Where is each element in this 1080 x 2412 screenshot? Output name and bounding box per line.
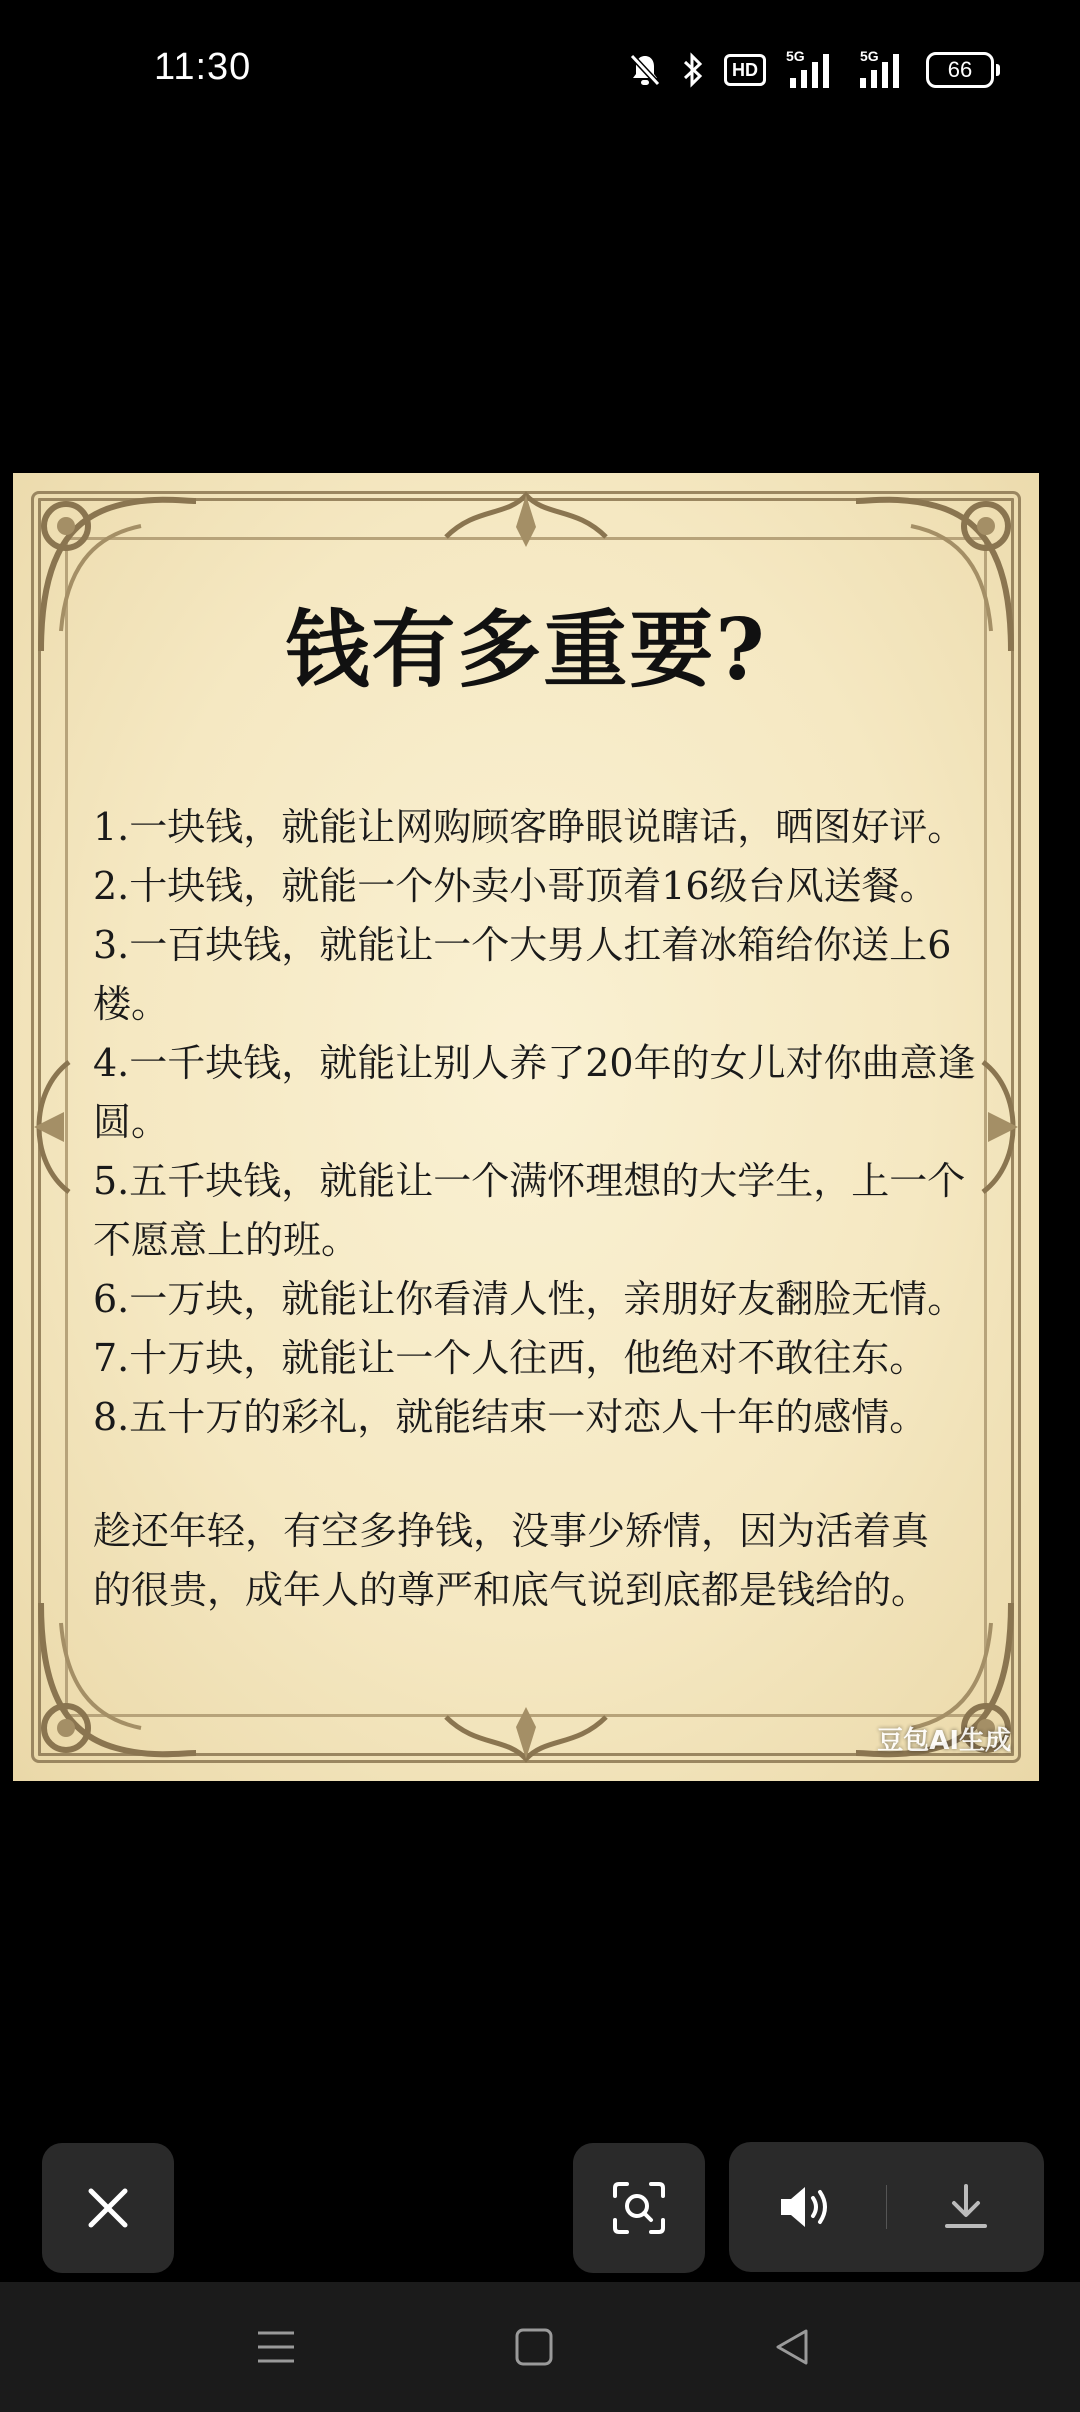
viewed-image[interactable]: [13, 473, 1039, 1781]
image-search-button[interactable]: [573, 2143, 705, 2273]
download-icon: [941, 2182, 991, 2232]
poster-title: 钱有多重要?: [285, 600, 767, 699]
status-time: 11:30: [154, 46, 252, 88]
poster-body: [93, 798, 1008, 1620]
navigation-bar: [0, 2282, 1080, 2412]
mute-bell-icon: [628, 52, 662, 88]
home-icon: [514, 2327, 554, 2367]
poster-line: 4.一千块钱，就能让别人养了20年的女儿对你曲意逢: [93, 1041, 976, 1085]
recents-button[interactable]: [216, 2282, 336, 2412]
back-button[interactable]: [732, 2282, 852, 2412]
poster-line: 圆。: [93, 1100, 170, 1144]
poster-line: 5.五千块钱，就能让一个满怀理想的大学生，上一个: [93, 1159, 966, 1203]
battery-icon: [926, 52, 994, 88]
close-button[interactable]: [42, 2143, 174, 2273]
bluetooth-icon: [682, 52, 704, 88]
image-search-icon: [611, 2180, 667, 2236]
speaker-icon: [777, 2182, 837, 2232]
poster-line: 1.一块钱，就能让网购顾客睁眼说瞎话，晒图好评。: [93, 805, 966, 849]
signal-sim1-icon: 5G: [786, 52, 836, 88]
battery-level: 66: [947, 57, 973, 82]
close-icon: [85, 2185, 131, 2231]
home-button[interactable]: [474, 2282, 594, 2412]
top-crest-ornament-icon: [436, 487, 616, 557]
media-controls: [729, 2142, 1044, 2272]
hd-voice-icon: HD: [724, 52, 766, 88]
poster-line: 2.十块钱，就能一个外卖小哥顶着16级台风送餐。: [93, 864, 938, 908]
back-icon: [772, 2327, 812, 2367]
ai-watermark: 豆包AI生成: [877, 1726, 1011, 1756]
poster-line: 6.一万块，就能让你看清人性，亲朋好友翻脸无情。: [93, 1277, 966, 1321]
download-button[interactable]: [887, 2142, 1044, 2272]
poster-closing-line: 的很贵，成年人的尊严和底气说到底都是钱给的。: [93, 1568, 930, 1612]
poster-line: 楼。: [93, 982, 170, 1026]
status-icons: [628, 50, 994, 90]
poster-line: 不愿意上的班。: [93, 1218, 360, 1262]
sound-toggle-button[interactable]: [729, 2142, 886, 2272]
poster-line: 7.十万块，就能让一个人往西，他绝对不敢往东。: [93, 1336, 928, 1380]
left-side-ornament-icon: [19, 1052, 79, 1202]
poster-line: 8.五十万的彩礼，就能结束一对恋人十年的感情。: [93, 1395, 928, 1439]
signal-sim2-icon: 5G: [856, 52, 906, 88]
menu-icon: [256, 2329, 296, 2365]
poster-line: 3.一百块钱，就能让一个大男人扛着冰箱给你送上6: [93, 923, 952, 967]
poster-closing-line: 趁还年轻，有空多挣钱，没事少矫情，因为活着真: [93, 1509, 930, 1553]
status-bar: [0, 0, 1080, 140]
bottom-crest-ornament-icon: [436, 1697, 616, 1767]
